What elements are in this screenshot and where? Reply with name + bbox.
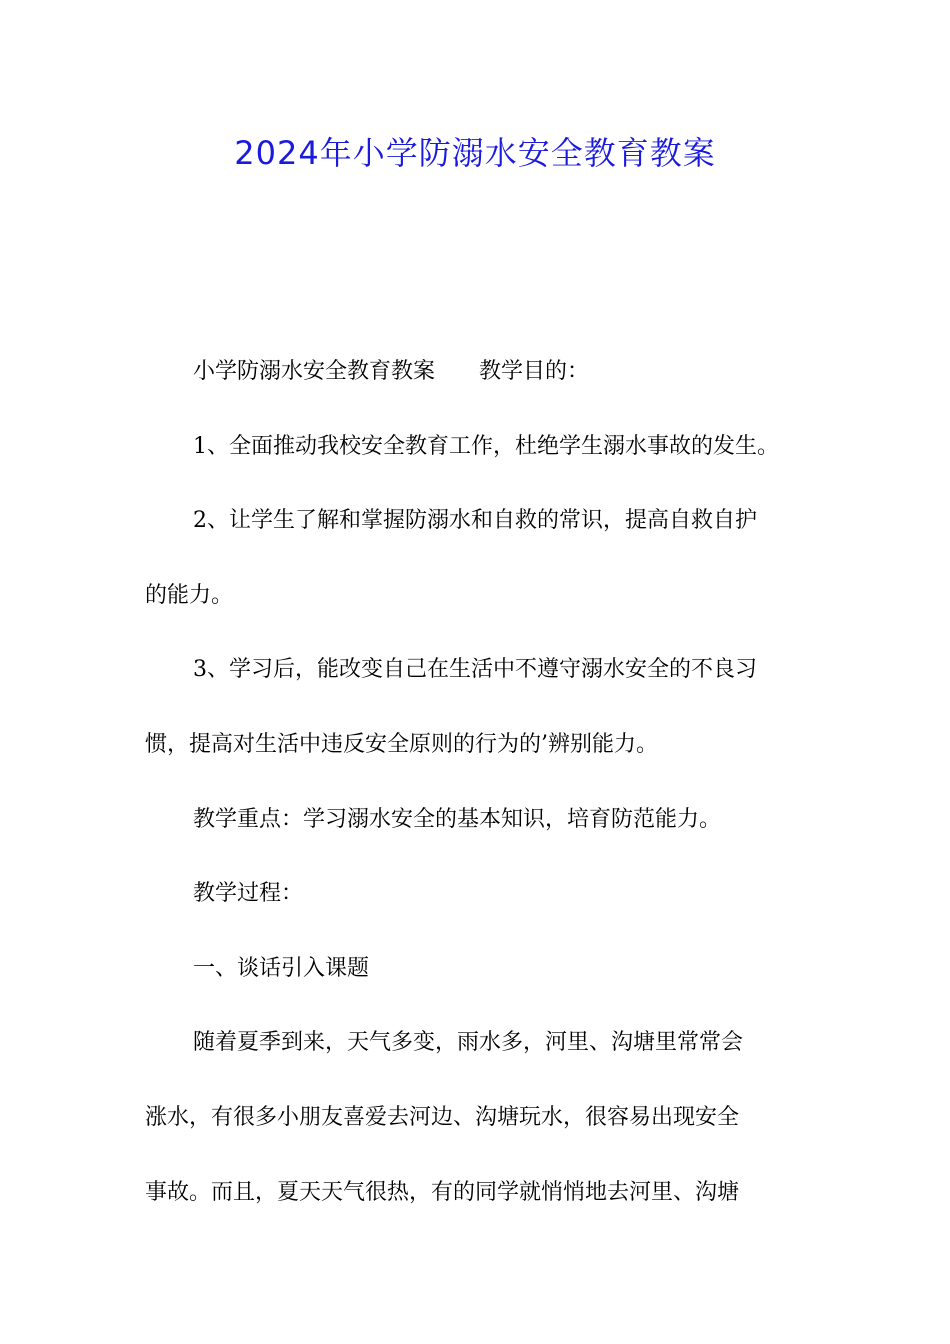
paragraph-goal-1: 1、全面推动我校安全教育工作，杜绝学生溺水事故的发生。 <box>193 433 779 459</box>
lesson-plan-name: 小学防溺水安全教育教案 <box>193 359 436 384</box>
paragraph-goal-3: 3、学习后，能改变自己在生活中不遵守溺水安全的不良习 <box>193 657 757 683</box>
paragraph-process-heading: 教学过程： <box>193 881 304 907</box>
section-heading-1: 一、谈话引入课题 <box>193 955 370 981</box>
paragraph-intro-continued-2: 事故。而且，夏天天气很热，有的同学就悄悄地去河里、沟塘 <box>145 1179 740 1205</box>
teaching-purpose-label: 教学目的： <box>479 359 590 384</box>
paragraph-goal-2-continued: 的能力。 <box>145 582 234 608</box>
document-title: 2024年小学防溺水安全教育教案 <box>234 134 716 172</box>
paragraph-goal-3-continued: 惯，提高对生活中违反安全原则的行为的’辨别能力。 <box>145 731 658 757</box>
paragraph-intro-continued-1: 涨水，有很多小朋友喜爱去河边、沟塘玩水，很容易出现安全 <box>145 1104 740 1130</box>
paragraph-goal-2: 2、让学生了解和掌握防溺水和自救的常识，提高自救自护 <box>193 508 757 534</box>
paragraph-intro: 随着夏季到来，天气多变，雨水多，河里、沟塘里常常会 <box>193 1030 744 1056</box>
document-body <box>145 335 815 1230</box>
paragraph-header <box>145 335 815 410</box>
paragraph-key-points: 教学重点：学习溺水安全的基本知识，培育防范能力。 <box>193 806 722 832</box>
